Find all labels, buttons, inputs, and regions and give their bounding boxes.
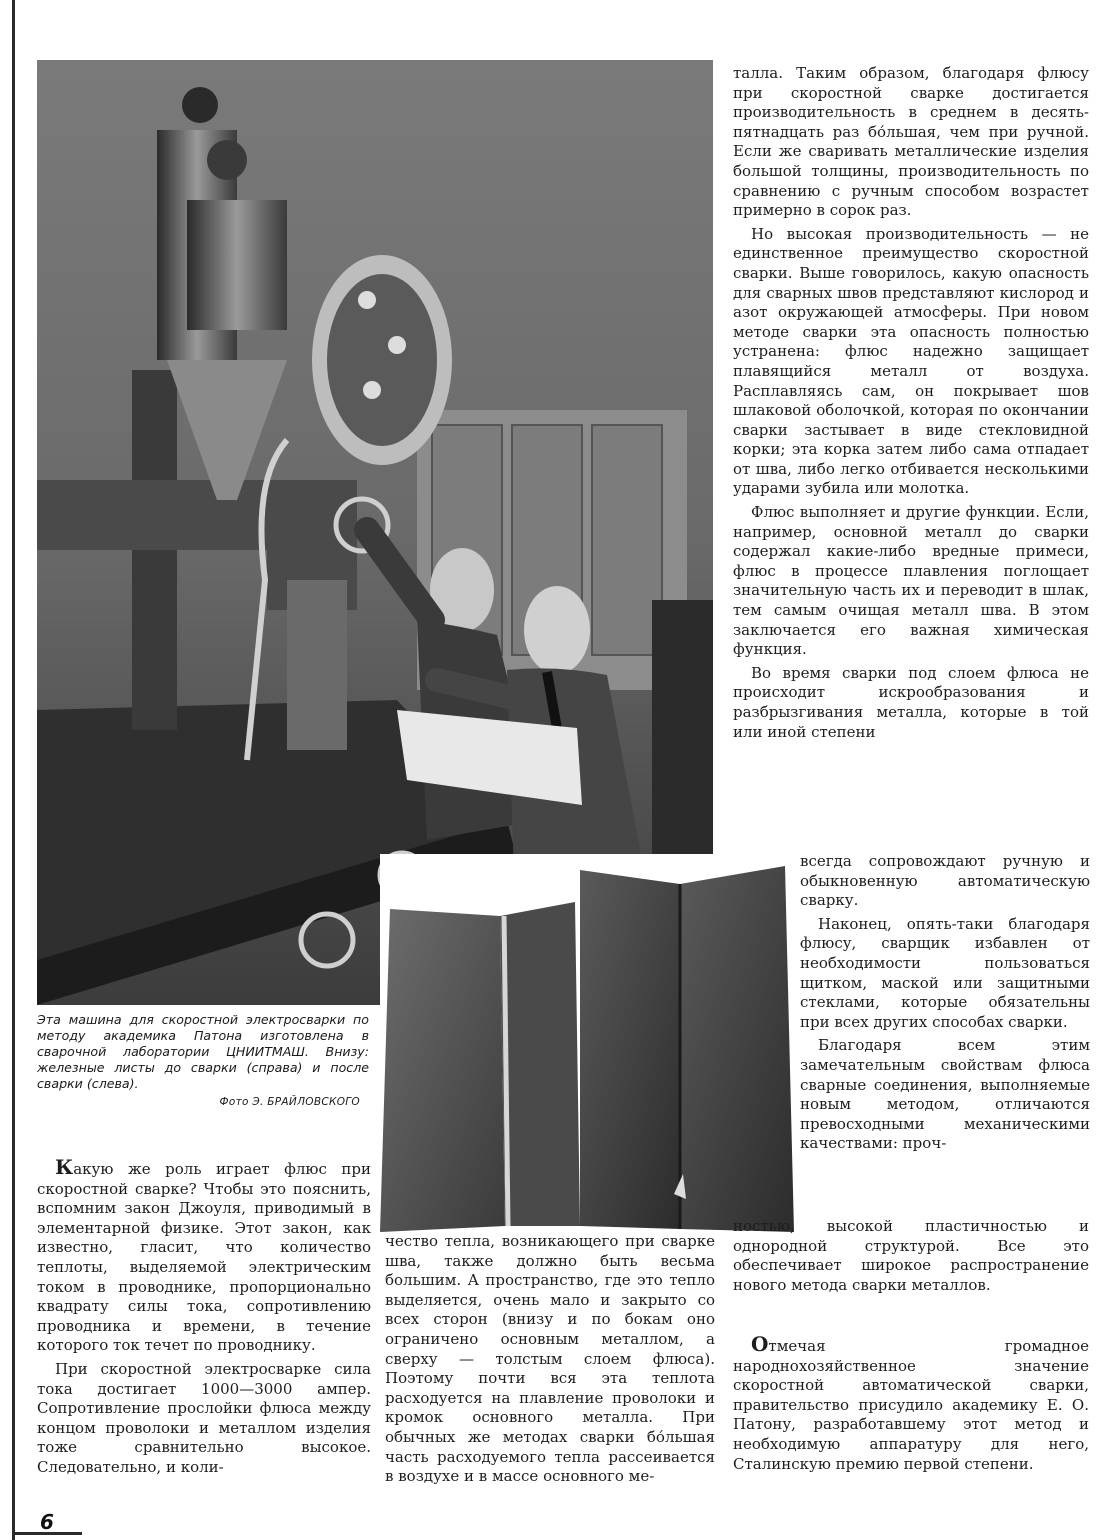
drop-cap: О <box>751 1332 769 1356</box>
paragraph-text: акую же роль играет флюс при скоростной сварке? Чтобы это пояснить, вспомним закон Джоуля, приводимый в элементарной физике. Этот закон, как известно, гласит, что количество теплоты, выделяемой электрическим током в проводнике, пропорционально квадрату силы тока, сопротивлению проводника и времени, в течение которого ток течет по проводнику. <box>37 1160 371 1355</box>
paragraph: Наконец, опять-таки благодаря флюсу, сварщик избавлен от необходимости пользоваться щитком, маской или защитными стеклами, которые обязательны при всех других способах сварки. <box>800 914 1090 1031</box>
right-narrow-column <box>800 852 1090 1154</box>
paragraph: ностью, высокой пластичностью и однородной структурой. Все это обеспечивает широкое распространение нового метода сварки металлов. <box>733 1217 1089 1294</box>
paragraph: всегда сопровождают ручную и обыкновенную автоматическую сварку. <box>800 852 1090 910</box>
photo-credit: Фото Э. БРАЙЛОВСКОГО <box>219 1096 360 1108</box>
paragraph: Флюс выполняет и другие функции. Если, например, основной металл до сварки содержал какие-либо вредные примеси, флюс в процессе плавления поглощает значительную часть их и переводит в шлак, тем самым очищая металл шва. В этом заключается его важная химическая функция. <box>733 503 1089 659</box>
paragraph <box>733 1332 1089 1474</box>
right-final-column <box>733 1332 1089 1474</box>
paragraph: Благодаря всем этим замечательным свойствам флюса сварные соединения, выполняемые новым методом, отличаются превосходными механическими качествами: проч- <box>800 1036 1090 1153</box>
right-foot-column <box>733 1217 1089 1295</box>
middle-column <box>385 1232 715 1487</box>
drop-cap: К <box>55 1155 74 1179</box>
paragraph-text: тмечая громадное народнохозяйственное значение скоростной автоматической сварки, правительство присудило академику Е. О. Патону, разработавшему этот метод и необходимую аппаратуру для него, Сталинскую премию первой степени. <box>733 1337 1089 1473</box>
paragraph: При скоростной электросварке сила тока достигает 1000—3000 ампер. Сопротивление прослойки флюса между концом проволоки и металлом изделия тоже сравнительно высокое. Следовательно, и коли- <box>37 1359 371 1476</box>
photo-caption: Эта машина для скоростной электросварки по методу академика Патона изготовлена в сварочной лаборатории ЦНИИТМАШ. Внизу: железные листы до сварки (справа) и после сварки (слева). <box>37 1012 369 1091</box>
paragraph: чество тепла, возникающего при сварке шва, также должно быть весьма большим. А пространство, где это тепло выделяется, очень мало и закрыто со всех сторон (внизу и по бокам оно ограничено основным металлом, а сверху — толстым слоем флюса). Поэтому почти вся эта теплота расходуется на плавление проволоки и кромок основного металла. При обычных же методах сварки бо́льшая часть расходуемого тепла рассеивается в воздухе и в массе основного ме- <box>385 1232 715 1486</box>
paragraph: Но высокая производительность — не единственное преимущество скоростной сварки. Выше говорилось, какую опасность для сварных швов представляют кислород и азот окружающей атмосферы. При новом методе сварки эта опасность полностью устранена: флюс надежно защищает плавящийся металл от воздуха. Расплавляясь сам, он покрывает шов шлаковой оболочкой, которая по окончании сварки застывает в виде стекловидной корки; эта корка затем либо сама отпадает от шва, либо легко отбивается несколькими ударами зубила или молотка. <box>733 224 1089 498</box>
left-column <box>37 1155 371 1478</box>
steel-sheets-photo <box>380 854 794 1232</box>
paragraph: Во время сварки под слоем флюса не происходит искрообразования и разбрызгивания металла, которые в той или иной степени <box>733 663 1089 741</box>
paragraph <box>37 1155 371 1356</box>
paragraph: талла. Таким образом, благодаря флюсу при скоростной сварке достигается производительность в среднем в десять-пятнадцать раз бо́льшая, чем при ручной. Если же сваривать металлические изделия большой толщины, производительность по сравнению с ручным способом возрастет примерно в сорок раз. <box>733 64 1089 220</box>
page-edge-left <box>12 0 15 1540</box>
page-number: 6 <box>40 1510 54 1534</box>
right-column <box>733 64 1089 742</box>
